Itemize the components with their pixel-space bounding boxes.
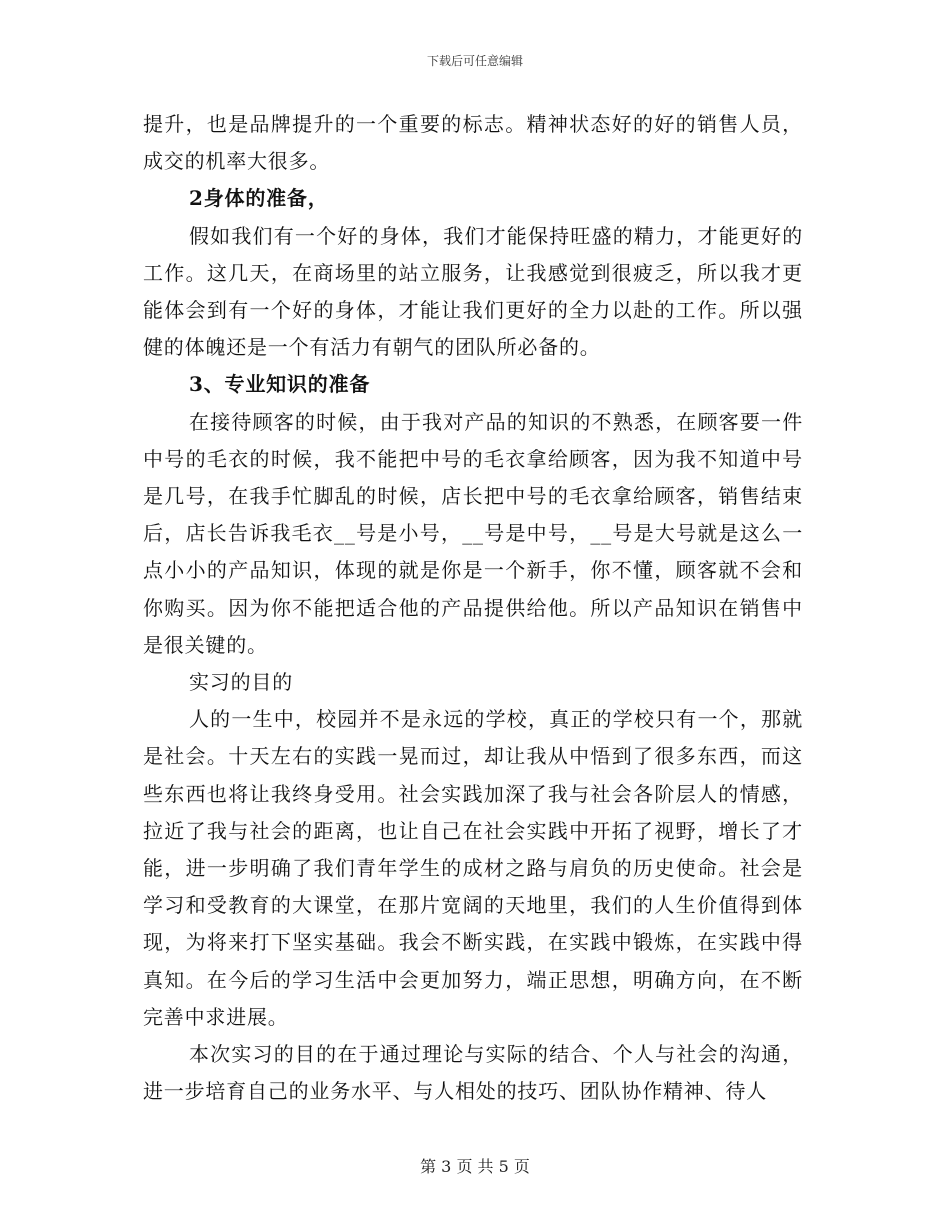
paragraph-internship-goal: 本次实习的目的在于通过理论与实际的结合、个人与社会的沟通，进一步培育自己的业务水平、与人相处的技巧、团队协作精神、待人 xyxy=(143,1042,803,1104)
page-header: 下载后可任意编辑 xyxy=(426,54,523,68)
paragraph-knowledge-preparation: 在接待顾客的时候，由于我对产品的知识的不熟悉，在顾客要一件中号的毛衣的时候，我不能把中号的毛衣拿给顾客，因为我不知道中号是几号，在我手忙脚乱的时候，店长把中号的毛衣拿给顾客，销售结束后，店长告诉我毛衣__号是小号，__号是中号，__号是大号就是这么一点小小的产品知识，体现的就是你是一个新手，你不懂，顾客就不会和你购买。因为你不能把适合他的产品提供给他。所以产品知识在销售中是很关键的。 xyxy=(143,409,803,657)
paragraph-internship-purpose: 人的一生中，校园并不是永远的学校，真正的学校只有一个，那就是社会。十天左右的实践一晃而过，却让我从中悟到了很多东西，而这些东西也将让我终身受用。社会实践加深了我与社会各阶层人的情感，拉近了我与社会的距离，也让自己在社会实践中开拓了视野，增长了才能，进一步明确了我们青年学生的成材之路与肩负的历史使命。社会是学习和受教育的大课堂，在那片宽阔的天地里，我们的人生价值得到体现，为将来打下坚实基础。我会不断实践，在实践中锻炼，在实践中得真知。在今后的学习生活中会更加努力，端正思想，明确方向，在不断完善中求进展。 xyxy=(143,707,803,1029)
heading-knowledge-preparation: 3、专业知识的准备 xyxy=(189,372,371,397)
paragraph-brand-ending: 提升，也是品牌提升的一个重要的标志。精神状态好的好的销售人员，成交的机率大很多。 xyxy=(143,112,803,174)
heading-internship-purpose: 实习的目的 xyxy=(189,670,293,695)
document-body xyxy=(143,106,803,1110)
heading-body-preparation: 2身体的准备， xyxy=(189,186,329,211)
paragraph-body-preparation: 假如我们有一个好的身体，我们才能保持旺盛的精力，才能更好的工作。这几天，在商场里的站立服务，让我感觉到很疲乏，所以我才更能体会到有一个好的身体，才能让我们更好的全力以赴的工作。所以强健的体魄还是一个有活力有朝气的团队所必备的。 xyxy=(143,223,803,360)
page-footer: 第 3 页 共 5 页 xyxy=(420,1157,530,1176)
